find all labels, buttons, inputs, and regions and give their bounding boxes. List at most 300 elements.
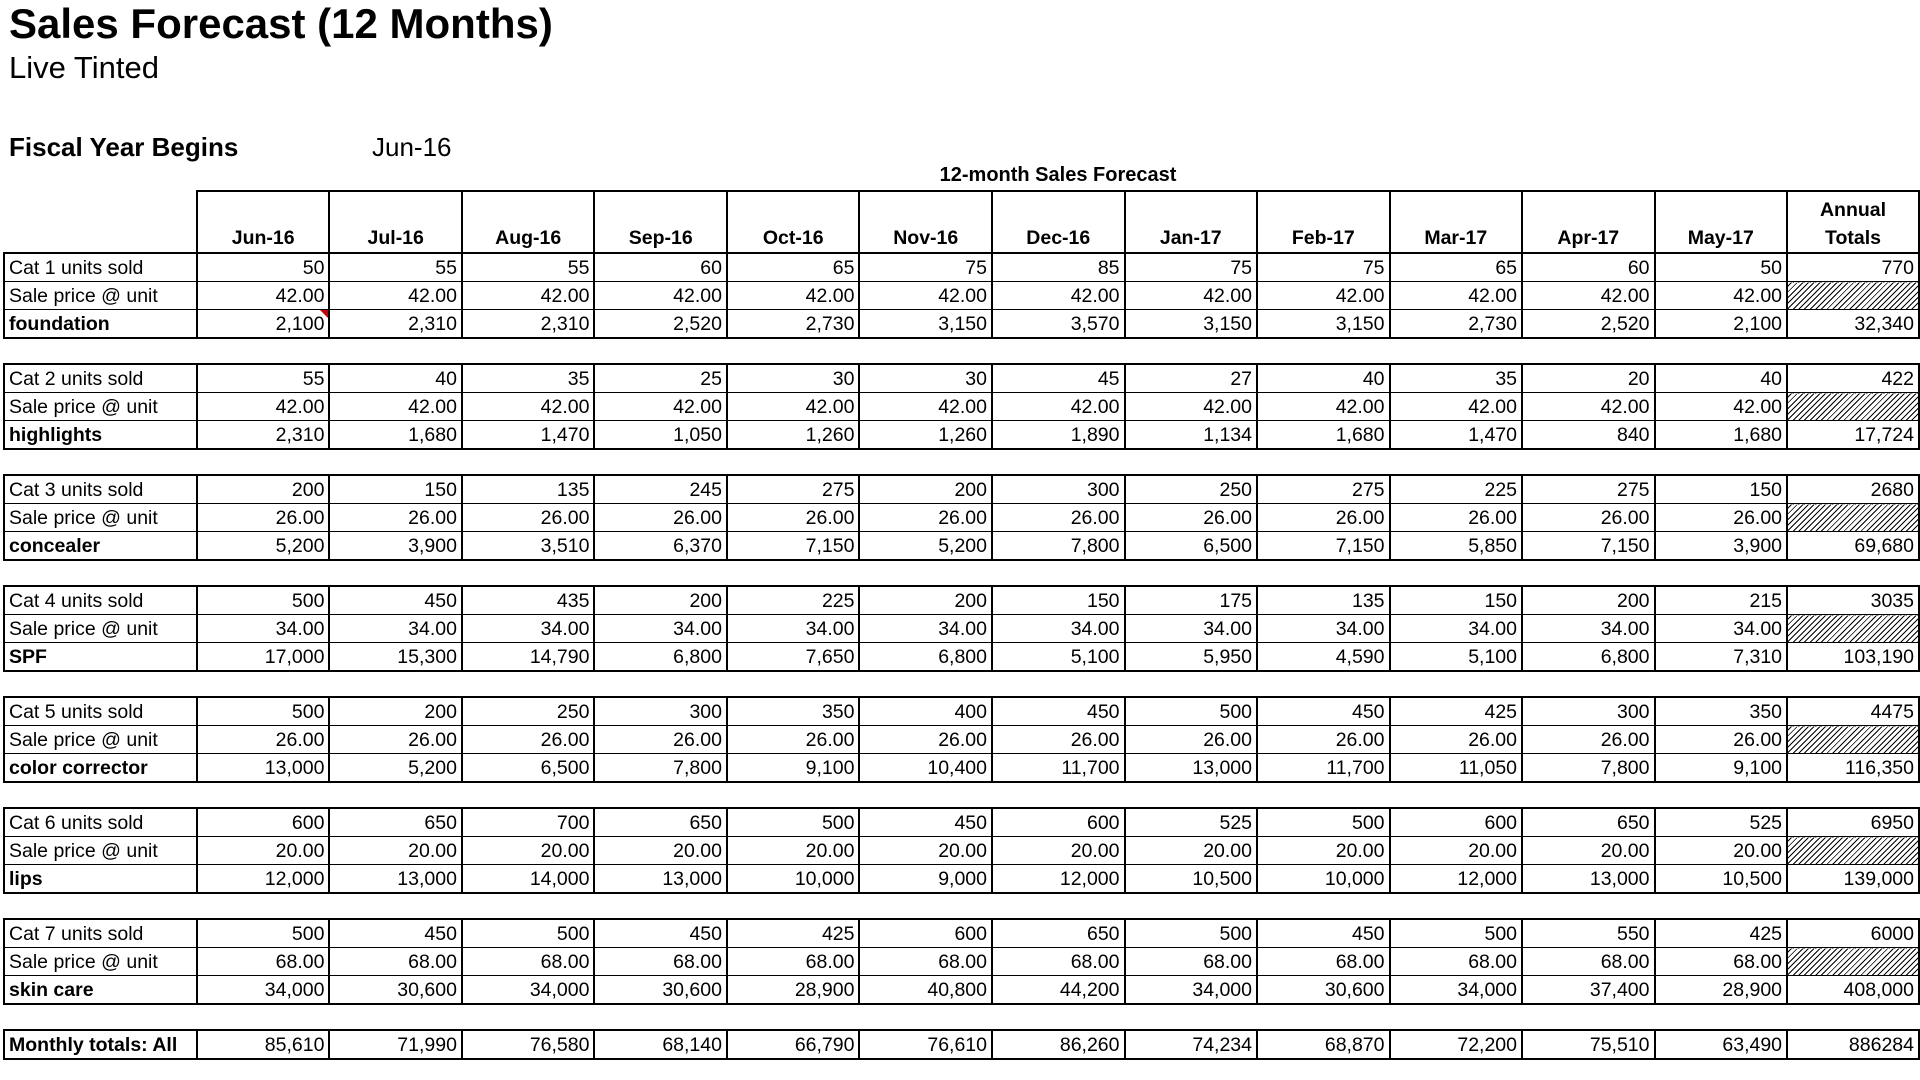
value-cell[interactable]: 2,730 (1390, 310, 1523, 339)
annual-total-cell[interactable]: 116,350 (1787, 754, 1919, 783)
value-cell[interactable]: 65 (1390, 253, 1523, 282)
value-cell[interactable]: 2,520 (594, 310, 727, 339)
value-cell[interactable]: 34.00 (1390, 615, 1523, 643)
value-cell[interactable]: 600 (1390, 808, 1523, 837)
value-cell[interactable]: 42.00 (1655, 393, 1788, 421)
value-cell[interactable]: 350 (727, 697, 860, 726)
row-label[interactable]: Cat 4 units sold (4, 586, 197, 615)
value-cell[interactable]: 275 (1522, 475, 1655, 504)
month-header[interactable]: Oct-16 (727, 191, 860, 253)
value-cell[interactable]: 840 (1522, 421, 1655, 450)
value-cell[interactable]: 26.00 (859, 726, 992, 754)
month-header[interactable]: Nov-16 (859, 191, 992, 253)
value-cell[interactable]: 5,100 (1390, 643, 1523, 672)
annual-totals-header[interactable] (1787, 191, 1919, 253)
value-cell[interactable]: 150 (1655, 475, 1788, 504)
value-cell[interactable]: 42.00 (727, 393, 860, 421)
month-header[interactable]: May-17 (1655, 191, 1788, 253)
value-cell[interactable]: 3,900 (329, 532, 462, 561)
value-cell[interactable]: 9,100 (1655, 754, 1788, 783)
value-cell[interactable]: 37,400 (1522, 976, 1655, 1005)
value-cell[interactable]: 26.00 (197, 726, 330, 754)
value-cell[interactable]: 68,870 (1257, 1030, 1390, 1059)
value-cell[interactable]: 3,570 (992, 310, 1125, 339)
row-label[interactable]: Cat 1 units sold (4, 253, 197, 282)
month-header[interactable]: Aug-16 (462, 191, 595, 253)
value-cell[interactable]: 42.00 (1257, 282, 1390, 310)
value-cell[interactable]: 2,310 (462, 310, 595, 339)
value-cell[interactable]: 10,500 (1655, 865, 1788, 894)
month-header[interactable]: Mar-17 (1390, 191, 1523, 253)
value-cell[interactable]: 68.00 (462, 948, 595, 976)
value-cell[interactable]: 34,000 (1125, 976, 1258, 1005)
value-cell[interactable]: 34,000 (197, 976, 330, 1005)
value-cell[interactable]: 34.00 (462, 615, 595, 643)
value-cell[interactable]: 150 (329, 475, 462, 504)
value-cell[interactable]: 435 (462, 586, 595, 615)
row-label[interactable]: Sale price @ unit (4, 726, 197, 754)
value-cell[interactable]: 20.00 (1125, 837, 1258, 865)
month-header[interactable]: Jan-17 (1125, 191, 1258, 253)
value-cell[interactable]: 3,150 (1125, 310, 1258, 339)
value-cell[interactable]: 650 (1522, 808, 1655, 837)
value-cell[interactable]: 85 (992, 253, 1125, 282)
value-cell[interactable]: 1,260 (727, 421, 860, 450)
value-cell[interactable]: 40 (1655, 364, 1788, 393)
value-cell[interactable]: 68.00 (727, 948, 860, 976)
row-label[interactable]: foundation (4, 310, 197, 339)
value-cell[interactable]: 17,000 (197, 643, 330, 672)
value-cell[interactable]: 20.00 (329, 837, 462, 865)
value-cell[interactable]: 200 (1522, 586, 1655, 615)
value-cell[interactable]: 44,200 (992, 976, 1125, 1005)
value-cell[interactable]: 55 (329, 253, 462, 282)
month-header[interactable]: Dec-16 (992, 191, 1125, 253)
value-cell[interactable]: 34,000 (462, 976, 595, 1005)
value-cell[interactable]: 55 (462, 253, 595, 282)
value-cell[interactable]: 75,510 (1522, 1030, 1655, 1059)
value-cell[interactable]: 20.00 (1257, 837, 1390, 865)
value-cell[interactable]: 650 (594, 808, 727, 837)
value-cell[interactable]: 42.00 (859, 393, 992, 421)
value-cell[interactable]: 300 (1522, 697, 1655, 726)
value-cell[interactable]: 450 (594, 919, 727, 948)
value-cell[interactable]: 11,700 (992, 754, 1125, 783)
value-cell[interactable]: 68.00 (1257, 948, 1390, 976)
value-cell[interactable]: 30,600 (594, 976, 727, 1005)
row-label[interactable]: Cat 7 units sold (4, 919, 197, 948)
value-cell[interactable]: 400 (859, 697, 992, 726)
value-cell[interactable]: 66,790 (727, 1030, 860, 1059)
value-cell[interactable]: 42.00 (594, 393, 727, 421)
value-cell[interactable]: 5,950 (1125, 643, 1258, 672)
value-cell[interactable]: 1,890 (992, 421, 1125, 450)
value-cell[interactable]: 1,260 (859, 421, 992, 450)
value-cell[interactable]: 500 (197, 586, 330, 615)
value-cell[interactable]: 250 (1125, 475, 1258, 504)
annual-total-cell[interactable]: 6000 (1787, 919, 1919, 948)
value-cell[interactable]: 34.00 (727, 615, 860, 643)
value-cell[interactable]: 600 (859, 919, 992, 948)
value-cell[interactable]: 10,000 (727, 865, 860, 894)
value-cell[interactable]: 42.00 (859, 282, 992, 310)
value-cell[interactable]: 34,000 (1390, 976, 1523, 1005)
value-cell[interactable]: 500 (1390, 919, 1523, 948)
value-cell[interactable]: 5,200 (197, 532, 330, 561)
value-cell[interactable]: 26.00 (329, 726, 462, 754)
row-label[interactable]: Monthly totals: All (4, 1030, 197, 1059)
value-cell[interactable]: 45 (992, 364, 1125, 393)
value-cell[interactable]: 20 (1522, 364, 1655, 393)
value-cell[interactable]: 525 (1125, 808, 1258, 837)
value-cell[interactable]: 26.00 (1390, 726, 1523, 754)
value-cell[interactable]: 26.00 (859, 504, 992, 532)
month-header[interactable]: Apr-17 (1522, 191, 1655, 253)
value-cell[interactable]: 225 (1390, 475, 1523, 504)
value-cell[interactable]: 275 (727, 475, 860, 504)
value-cell[interactable]: 525 (1655, 808, 1788, 837)
value-cell[interactable]: 300 (992, 475, 1125, 504)
value-cell[interactable]: 68.00 (329, 948, 462, 976)
annual-total-cell[interactable]: 408,000 (1787, 976, 1919, 1005)
value-cell[interactable]: 245 (594, 475, 727, 504)
value-cell[interactable]: 34.00 (1125, 615, 1258, 643)
row-label[interactable]: Cat 5 units sold (4, 697, 197, 726)
value-cell[interactable]: 500 (1257, 808, 1390, 837)
row-label[interactable]: skin care (4, 976, 197, 1005)
value-cell[interactable]: 5,100 (992, 643, 1125, 672)
value-cell[interactable]: 1,470 (462, 421, 595, 450)
value-cell[interactable]: 7,800 (1522, 754, 1655, 783)
value-cell[interactable]: 42.00 (992, 393, 1125, 421)
value-cell[interactable]: 2,100 (197, 310, 330, 339)
value-cell[interactable]: 26.00 (1125, 726, 1258, 754)
value-cell[interactable]: 50 (197, 253, 330, 282)
value-cell[interactable]: 55 (197, 364, 330, 393)
row-label[interactable]: highlights (4, 421, 197, 450)
value-cell[interactable]: 34.00 (329, 615, 462, 643)
value-cell[interactable]: 2,730 (727, 310, 860, 339)
value-cell[interactable]: 68.00 (1125, 948, 1258, 976)
value-cell[interactable]: 34.00 (1522, 615, 1655, 643)
value-cell[interactable]: 74,234 (1125, 1030, 1258, 1059)
value-cell[interactable]: 26.00 (1257, 726, 1390, 754)
value-cell[interactable]: 250 (462, 697, 595, 726)
value-cell[interactable]: 26.00 (462, 726, 595, 754)
value-cell[interactable]: 3,150 (1257, 310, 1390, 339)
row-label[interactable]: Sale price @ unit (4, 282, 197, 310)
value-cell[interactable]: 68.00 (859, 948, 992, 976)
value-cell[interactable]: 42.00 (329, 282, 462, 310)
value-cell[interactable]: 3,150 (859, 310, 992, 339)
value-cell[interactable]: 30,600 (329, 976, 462, 1005)
value-cell[interactable]: 135 (1257, 586, 1390, 615)
value-cell[interactable]: 4,590 (1257, 643, 1390, 672)
value-cell[interactable]: 34.00 (992, 615, 1125, 643)
value-cell[interactable]: 12,000 (197, 865, 330, 894)
row-label[interactable]: Sale price @ unit (4, 504, 197, 532)
annual-total-cell[interactable]: 2680 (1787, 475, 1919, 504)
value-cell[interactable]: 13,000 (594, 865, 727, 894)
value-cell[interactable]: 75 (859, 253, 992, 282)
annual-total-cell[interactable]: 4475 (1787, 697, 1919, 726)
value-cell[interactable]: 550 (1522, 919, 1655, 948)
value-cell[interactable]: 7,650 (727, 643, 860, 672)
value-cell[interactable]: 10,000 (1257, 865, 1390, 894)
value-cell[interactable]: 13,000 (1125, 754, 1258, 783)
annual-total-cell[interactable]: 69,680 (1787, 532, 1919, 561)
value-cell[interactable]: 50 (1655, 253, 1788, 282)
month-header[interactable]: Jun-16 (197, 191, 330, 253)
value-cell[interactable]: 2,310 (329, 310, 462, 339)
row-label[interactable]: lips (4, 865, 197, 894)
value-cell[interactable]: 60 (1522, 253, 1655, 282)
value-cell[interactable]: 135 (462, 475, 595, 504)
value-cell[interactable]: 72,200 (1390, 1030, 1523, 1059)
value-cell[interactable]: 30,600 (1257, 976, 1390, 1005)
value-cell[interactable]: 6,370 (594, 532, 727, 561)
value-cell[interactable]: 34.00 (859, 615, 992, 643)
value-cell[interactable]: 2,310 (197, 421, 330, 450)
value-cell[interactable]: 20.00 (462, 837, 595, 865)
value-cell[interactable]: 42.00 (1125, 282, 1258, 310)
value-cell[interactable]: 40 (1257, 364, 1390, 393)
value-cell[interactable]: 10,500 (1125, 865, 1258, 894)
value-cell[interactable]: 26.00 (1655, 726, 1788, 754)
value-cell[interactable]: 6,500 (462, 754, 595, 783)
row-label[interactable]: color corrector (4, 754, 197, 783)
value-cell[interactable]: 26.00 (462, 504, 595, 532)
value-cell[interactable]: 3,900 (1655, 532, 1788, 561)
value-cell[interactable]: 42.00 (462, 282, 595, 310)
value-cell[interactable]: 6,800 (594, 643, 727, 672)
value-cell[interactable]: 34.00 (594, 615, 727, 643)
value-cell[interactable]: 425 (727, 919, 860, 948)
value-cell[interactable]: 26.00 (727, 504, 860, 532)
row-label[interactable]: Cat 3 units sold (4, 475, 197, 504)
value-cell[interactable]: 75 (1125, 253, 1258, 282)
value-cell[interactable]: 9,100 (727, 754, 860, 783)
value-cell[interactable]: 34.00 (197, 615, 330, 643)
row-label[interactable]: Cat 6 units sold (4, 808, 197, 837)
value-cell[interactable]: 42.00 (197, 393, 330, 421)
value-cell[interactable]: 20.00 (1655, 837, 1788, 865)
value-cell[interactable]: 3,510 (462, 532, 595, 561)
value-cell[interactable]: 26.00 (1522, 504, 1655, 532)
value-cell[interactable]: 500 (462, 919, 595, 948)
value-cell[interactable]: 500 (1125, 697, 1258, 726)
value-cell[interactable]: 28,900 (1655, 976, 1788, 1005)
value-cell[interactable]: 26.00 (727, 726, 860, 754)
value-cell[interactable]: 35 (462, 364, 595, 393)
value-cell[interactable]: 42.00 (197, 282, 330, 310)
value-cell[interactable]: 450 (329, 919, 462, 948)
value-cell[interactable]: 30 (727, 364, 860, 393)
value-cell[interactable]: 6,500 (1125, 532, 1258, 561)
row-label[interactable]: SPF (4, 643, 197, 672)
value-cell[interactable]: 42.00 (1522, 393, 1655, 421)
value-cell[interactable]: 42.00 (1655, 282, 1788, 310)
row-label[interactable]: Sale price @ unit (4, 393, 197, 421)
value-cell[interactable]: 7,150 (1257, 532, 1390, 561)
value-cell[interactable]: 450 (1257, 697, 1390, 726)
value-cell[interactable]: 6,800 (859, 643, 992, 672)
value-cell[interactable]: 85,610 (197, 1030, 330, 1059)
value-cell[interactable]: 225 (727, 586, 860, 615)
value-cell[interactable]: 26.00 (1125, 504, 1258, 532)
value-cell[interactable]: 1,050 (594, 421, 727, 450)
value-cell[interactable]: 6,800 (1522, 643, 1655, 672)
value-cell[interactable]: 20.00 (727, 837, 860, 865)
value-cell[interactable]: 42.00 (1390, 393, 1523, 421)
value-cell[interactable]: 350 (1655, 697, 1788, 726)
value-cell[interactable]: 42.00 (1390, 282, 1523, 310)
value-cell[interactable]: 5,850 (1390, 532, 1523, 561)
value-cell[interactable]: 175 (1125, 586, 1258, 615)
row-label[interactable]: concealer (4, 532, 197, 561)
value-cell[interactable]: 26.00 (992, 726, 1125, 754)
value-cell[interactable]: 500 (1125, 919, 1258, 948)
value-cell[interactable]: 20.00 (1390, 837, 1523, 865)
value-cell[interactable]: 68.00 (1522, 948, 1655, 976)
value-cell[interactable]: 1,470 (1390, 421, 1523, 450)
value-cell[interactable]: 450 (329, 586, 462, 615)
value-cell[interactable]: 200 (859, 586, 992, 615)
value-cell[interactable]: 34.00 (1257, 615, 1390, 643)
value-cell[interactable]: 7,800 (594, 754, 727, 783)
value-cell[interactable]: 14,000 (462, 865, 595, 894)
value-cell[interactable]: 26.00 (1655, 504, 1788, 532)
value-cell[interactable]: 71,990 (329, 1030, 462, 1059)
annual-total-cell[interactable]: 886284 (1787, 1030, 1919, 1059)
row-label[interactable]: Sale price @ unit (4, 615, 197, 643)
value-cell[interactable]: 13,000 (329, 865, 462, 894)
month-header[interactable]: Feb-17 (1257, 191, 1390, 253)
value-cell[interactable]: 12,000 (1390, 865, 1523, 894)
value-cell[interactable]: 1,680 (1257, 421, 1390, 450)
value-cell[interactable]: 9,000 (859, 865, 992, 894)
value-cell[interactable]: 26.00 (329, 504, 462, 532)
month-header[interactable]: Sep-16 (594, 191, 727, 253)
value-cell[interactable]: 42.00 (727, 282, 860, 310)
value-cell[interactable]: 68,140 (594, 1030, 727, 1059)
value-cell[interactable]: 7,150 (727, 532, 860, 561)
value-cell[interactable]: 500 (197, 919, 330, 948)
value-cell[interactable]: 76,610 (859, 1030, 992, 1059)
annual-total-cell[interactable]: 770 (1787, 253, 1919, 282)
value-cell[interactable]: 275 (1257, 475, 1390, 504)
value-cell[interactable]: 35 (1390, 364, 1523, 393)
value-cell[interactable]: 26.00 (197, 504, 330, 532)
value-cell[interactable]: 26.00 (594, 726, 727, 754)
value-cell[interactable]: 7,800 (992, 532, 1125, 561)
value-cell[interactable]: 500 (727, 808, 860, 837)
value-cell[interactable]: 42.00 (329, 393, 462, 421)
value-cell[interactable]: 200 (329, 697, 462, 726)
value-cell[interactable]: 700 (462, 808, 595, 837)
value-cell[interactable]: 42.00 (992, 282, 1125, 310)
value-cell[interactable]: 40,800 (859, 976, 992, 1005)
value-cell[interactable]: 7,310 (1655, 643, 1788, 672)
value-cell[interactable]: 34.00 (1655, 615, 1788, 643)
value-cell[interactable]: 42.00 (1257, 393, 1390, 421)
value-cell[interactable]: 13,000 (1522, 865, 1655, 894)
value-cell[interactable]: 650 (992, 919, 1125, 948)
value-cell[interactable]: 30 (859, 364, 992, 393)
value-cell[interactable]: 40 (329, 364, 462, 393)
value-cell[interactable]: 27 (1125, 364, 1258, 393)
value-cell[interactable]: 1,680 (329, 421, 462, 450)
month-header[interactable]: Jul-16 (329, 191, 462, 253)
value-cell[interactable]: 26.00 (1257, 504, 1390, 532)
value-cell[interactable]: 26.00 (992, 504, 1125, 532)
value-cell[interactable]: 200 (197, 475, 330, 504)
value-cell[interactable]: 200 (859, 475, 992, 504)
value-cell[interactable]: 76,580 (462, 1030, 595, 1059)
value-cell[interactable]: 2,520 (1522, 310, 1655, 339)
value-cell[interactable]: 68.00 (197, 948, 330, 976)
value-cell[interactable]: 300 (594, 697, 727, 726)
value-cell[interactable]: 600 (197, 808, 330, 837)
value-cell[interactable]: 20.00 (197, 837, 330, 865)
value-cell[interactable]: 5,200 (859, 532, 992, 561)
value-cell[interactable]: 25 (594, 364, 727, 393)
value-cell[interactable]: 26.00 (594, 504, 727, 532)
annual-total-cell[interactable]: 103,190 (1787, 643, 1919, 672)
row-label[interactable]: Cat 2 units sold (4, 364, 197, 393)
value-cell[interactable]: 42.00 (594, 282, 727, 310)
value-cell[interactable]: 11,700 (1257, 754, 1390, 783)
value-cell[interactable]: 450 (859, 808, 992, 837)
value-cell[interactable]: 42.00 (1522, 282, 1655, 310)
value-cell[interactable]: 2,100 (1655, 310, 1788, 339)
value-cell[interactable]: 450 (1257, 919, 1390, 948)
value-cell[interactable]: 75 (1257, 253, 1390, 282)
value-cell[interactable]: 60 (594, 253, 727, 282)
value-cell[interactable]: 28,900 (727, 976, 860, 1005)
value-cell[interactable]: 15,300 (329, 643, 462, 672)
value-cell[interactable]: 11,050 (1390, 754, 1523, 783)
value-cell[interactable]: 42.00 (1125, 393, 1258, 421)
fiscal-year-value[interactable]: Jun-16 (372, 132, 452, 162)
value-cell[interactable]: 20.00 (859, 837, 992, 865)
value-cell[interactable]: 86,260 (992, 1030, 1125, 1059)
annual-total-cell[interactable]: 17,724 (1787, 421, 1919, 450)
value-cell[interactable]: 20.00 (1522, 837, 1655, 865)
value-cell[interactable]: 425 (1390, 697, 1523, 726)
value-cell[interactable]: 20.00 (594, 837, 727, 865)
row-label[interactable]: Sale price @ unit (4, 837, 197, 865)
annual-total-cell[interactable]: 422 (1787, 364, 1919, 393)
value-cell[interactable]: 26.00 (1390, 504, 1523, 532)
value-cell[interactable]: 10,400 (859, 754, 992, 783)
value-cell[interactable]: 7,150 (1522, 532, 1655, 561)
value-cell[interactable]: 68.00 (1390, 948, 1523, 976)
value-cell[interactable]: 425 (1655, 919, 1788, 948)
row-label[interactable]: Sale price @ unit (4, 948, 197, 976)
value-cell[interactable]: 68.00 (992, 948, 1125, 976)
value-cell[interactable]: 600 (992, 808, 1125, 837)
annual-total-cell[interactable]: 32,340 (1787, 310, 1919, 339)
value-cell[interactable]: 42.00 (462, 393, 595, 421)
value-cell[interactable]: 68.00 (1655, 948, 1788, 976)
value-cell[interactable]: 150 (992, 586, 1125, 615)
value-cell[interactable]: 1,680 (1655, 421, 1788, 450)
value-cell[interactable]: 1,134 (1125, 421, 1258, 450)
value-cell[interactable]: 13,000 (197, 754, 330, 783)
value-cell[interactable]: 63,490 (1655, 1030, 1788, 1059)
value-cell[interactable]: 5,200 (329, 754, 462, 783)
